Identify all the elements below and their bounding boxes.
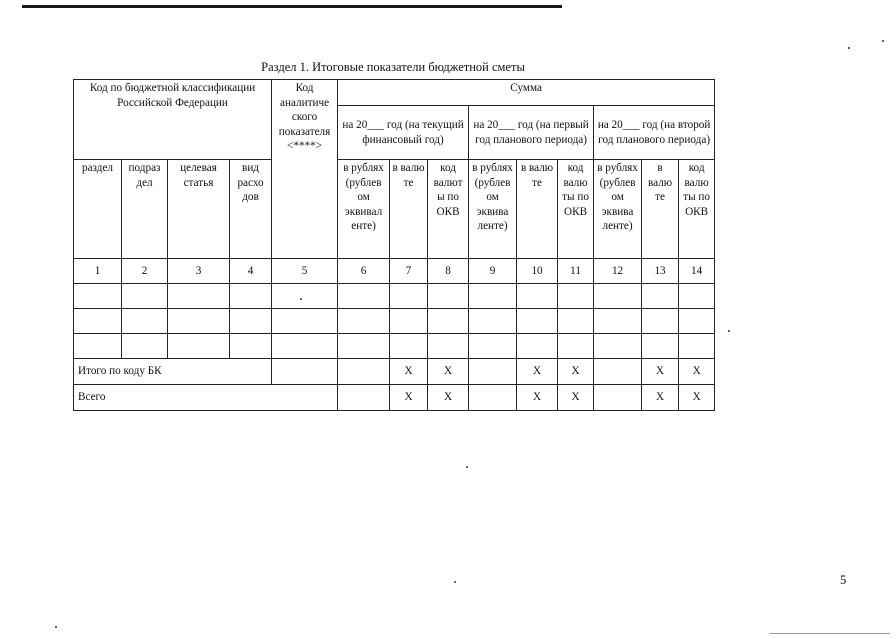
header-currency-current: в валю те [390, 160, 428, 259]
empty-row [74, 284, 715, 309]
total-cell [338, 385, 390, 411]
total-cell: X [428, 385, 469, 411]
column-number: 1 [74, 259, 122, 284]
column-number: 4 [230, 259, 272, 284]
column-number: 2 [122, 259, 168, 284]
total-cell: X [517, 385, 558, 411]
section-title: Раздел 1. Итоговые показатели бюджетной сметы [261, 60, 525, 74]
bottom-rule [770, 633, 890, 634]
header-row-1 [74, 80, 715, 106]
total-cell [469, 359, 517, 385]
header-currency-first-plan: в валю те [517, 160, 558, 259]
column-number: 6 [338, 259, 390, 284]
total-cell: X [390, 359, 428, 385]
budget-summary-table [73, 79, 715, 411]
scan-speck [882, 40, 884, 42]
scan-speck [728, 330, 730, 332]
header-razdel: раздел [74, 160, 122, 259]
page-number: 5 [840, 573, 847, 587]
header-tselevaya-statya: целевая статья [168, 160, 230, 259]
total-cell: X [558, 359, 594, 385]
header-okv-current: код валют ы по ОКВ [428, 160, 469, 259]
column-number: 7 [390, 259, 428, 284]
total-cell [338, 359, 390, 385]
header-period-first-plan: на 20___ год (на первый год планового периода) [469, 106, 594, 160]
total-cell: X [642, 385, 679, 411]
total-cell [594, 385, 642, 411]
total-cell [469, 385, 517, 411]
total-label: Всего [74, 385, 338, 411]
header-row-3 [74, 160, 715, 259]
scan-speck [466, 466, 468, 468]
header-sum: Сумма [338, 80, 715, 106]
total-row-all [74, 385, 715, 411]
total-cell [272, 359, 338, 385]
total-cell: X [679, 359, 715, 385]
column-number: 5 [272, 259, 338, 284]
scan-speck [300, 298, 302, 300]
column-number: 10 [517, 259, 558, 284]
top-rule [22, 5, 562, 8]
header-okv-second-plan: код валю ты по ОКВ [679, 160, 715, 259]
empty-row [74, 309, 715, 334]
header-period-current: на 20___ год (на текущий финансовый год) [338, 106, 469, 160]
header-rubles-current: в рублях (рублев ом эквивал енте) [338, 160, 390, 259]
header-podrazdel: подраз дел [122, 160, 168, 259]
total-row-bk [74, 359, 715, 385]
scan-speck [454, 581, 456, 583]
total-cell: X [390, 385, 428, 411]
scan-speck [55, 626, 57, 628]
column-number: 13 [642, 259, 679, 284]
header-period-second-plan: на 20___ год (на второй год планового периода) [594, 106, 715, 160]
scan-speck [848, 47, 850, 49]
column-number: 3 [168, 259, 230, 284]
total-cell [594, 359, 642, 385]
header-currency-second-plan: в валю те [642, 160, 679, 259]
header-okv-first-plan: код валю ты по ОКВ [558, 160, 594, 259]
header-rubles-second-plan: в рублях (рублев ом эквива ленте) [594, 160, 642, 259]
column-number: 14 [679, 259, 715, 284]
column-number-row [74, 259, 715, 284]
header-bk-code: Код по бюджетной классификации Российской Федерации [74, 80, 272, 160]
column-number: 9 [469, 259, 517, 284]
total-cell: X [428, 359, 469, 385]
total-cell: X [517, 359, 558, 385]
empty-row [74, 334, 715, 359]
column-number: 11 [558, 259, 594, 284]
total-cell: X [642, 359, 679, 385]
header-rubles-first-plan: в рублях (рублев ом эквива ленте) [469, 160, 517, 259]
total-cell: X [679, 385, 715, 411]
column-number: 8 [428, 259, 469, 284]
header-vid-raskhodov: вид расхо дов [230, 160, 272, 259]
total-cell: X [558, 385, 594, 411]
column-number: 12 [594, 259, 642, 284]
total-label: Итого по коду БК [74, 359, 272, 385]
header-analytic-code: Код аналитиче ского показателя <****> [272, 80, 338, 259]
